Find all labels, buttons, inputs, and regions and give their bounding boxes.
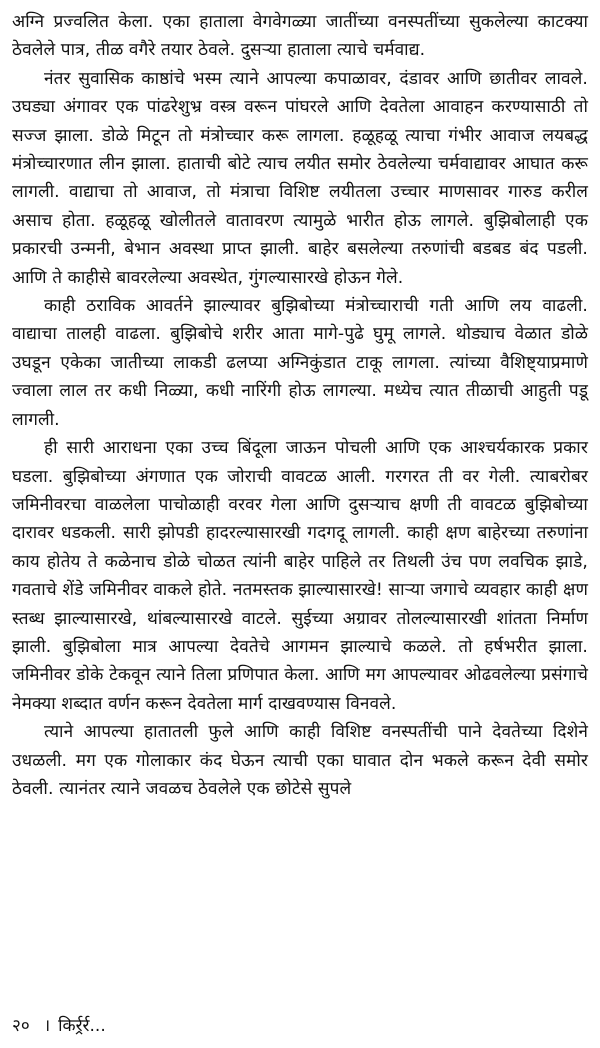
paragraph-2: नंतर सुवासिक काष्ठांचे भस्म त्याने आपल्या कपाळावर, दंडावर आणि छातीवर लावले. उघड्या अंगावर एक पांढरेशुभ्र वस्त्र वरून पांघरले आणि देवतेला आवाहन करण्यासाठी तो सज्ज झाला. डोळे मिटून तो मंत्रोच्चार करू लागला. हळूहळू त्याचा गंभीर आवाज लयबद्ध मंत्रोच्चारणात लीन झाला. हाताची बोटे त्याच लयीत समोर ठेवलेल्या चर्मवाद्यावर आघात करू लागली. वाद्याचा तो आवाज, तो मंत्राचा विशिष्ट लयीतला उच्चार माणसावर गारुड करील असाच होता. हळूहळू खोलीतले वातावरण त्यामुळे भारीत होऊ लागले. बुझिबोलाही एक प्रकारची उन्मनी, बेभान अवस्था प्राप्त झाली. बाहेर बसलेल्या तरुणांची बडबड बंद पडली. आणि ते काहीसे बावरलेल्या अवस्थेत, गुंगल्यासारखे होऊन गेले. [12,68,588,288]
page-number: २० [12,1016,30,1036]
page-footer [12,1014,106,1038]
paragraph-3: काही ठराविक आवर्तने झाल्यावर बुझिबोच्या मंत्रोच्चाराची गती आणि लय वाढली. वाद्याचा तालही वाढला. बुझिबोचे शरीर आता मागे-पुढे घुमू लागले. थोड्याच वेळात डोळे उघडून एकेका जातीच्या लाकडी ढलप्या अग्निकुंडात टाकू लागला. त्यांच्या वैशिष्ट्याप्रमाणे ज्वाला लाल तर कधी निळ्या, कधी नारिंगी होऊ लागल्या. मध्येच त्यात तीळाची आहुती पडू लागली. [12,296,588,430]
footer-separator: । [43,1016,51,1036]
paragraph-1: अग्नि प्रज्वलित केला. एका हाताला वेगवेगळ्या जातींच्या वनस्पतींच्या सुकलेल्या काटक्या ठेवलेले पात्र, तीळ वगैरे तयार ठेवले. दुसऱ्या हाताला त्याचे चर्मवाद्य. [12,12,588,61]
running-title: किर्र्रर्र... [58,1016,106,1036]
paragraph-5: त्याने आपल्या हातातली फुले आणि काही विशिष्ट वनस्पतींची पाने देवतेच्या दिशेने उधळली. मग एक गोलाकार कंद घेऊन त्याची एका घावात दोन भकले करून देवी समोर ठेवली. त्यानंतर त्याने जवळच ठेवलेले एक छोटेसे सुपले [12,722,588,799]
page-body [12,8,588,803]
paragraph-4: ही सारी आराधना एका उच्च बिंदूला जाऊन पोचली आणि एक आश्चर्यकारक प्रकार घडला. बुझिबोच्या अंगणात एक जोराची वावटळ आली. गरगरत ती वर गेली. त्याबरोबर जमिनीवरचा वाळलेला पाचोळाही वरवर गेला आणि दुसऱ्याच क्षणी ती वावटळ बुझिबोच्या दारावर धडकली. सारी झोपडी हादरल्यासारखी गदगदू लागली. काही क्षण बाहेरच्या तरुणांना काय होतेय ते कळेनाच डोळे चोळत त्यांनी बाहेर पाहिले तर तिथली उंच पण लवचिक झाडे, गवताचे शेंडे जमिनीवर वाकले होते. नतमस्तक झाल्यासारखे! साऱ्या जगाचे व्यवहार काही क्षण स्तब्ध झाल्यासारखे, थांबल्यासारखे वाटले. सुईच्या अग्रावर तोलल्यासारखी शांतता निर्माण झाली. बुझिबोला मात्र आपल्या देवतेचे आगमन झाल्याचे कळले. तो हर्षभरीत झाला. जमिनीवर डोके टेकवून त्याने तिला प्रणिपात केला. आणि मग आपल्यावर ओढवलेल्या प्रसंगाचे नेमक्या शब्दात वर्णन करून देवतेला मार्ग दाखवण्यास विनवले. [12,438,588,714]
